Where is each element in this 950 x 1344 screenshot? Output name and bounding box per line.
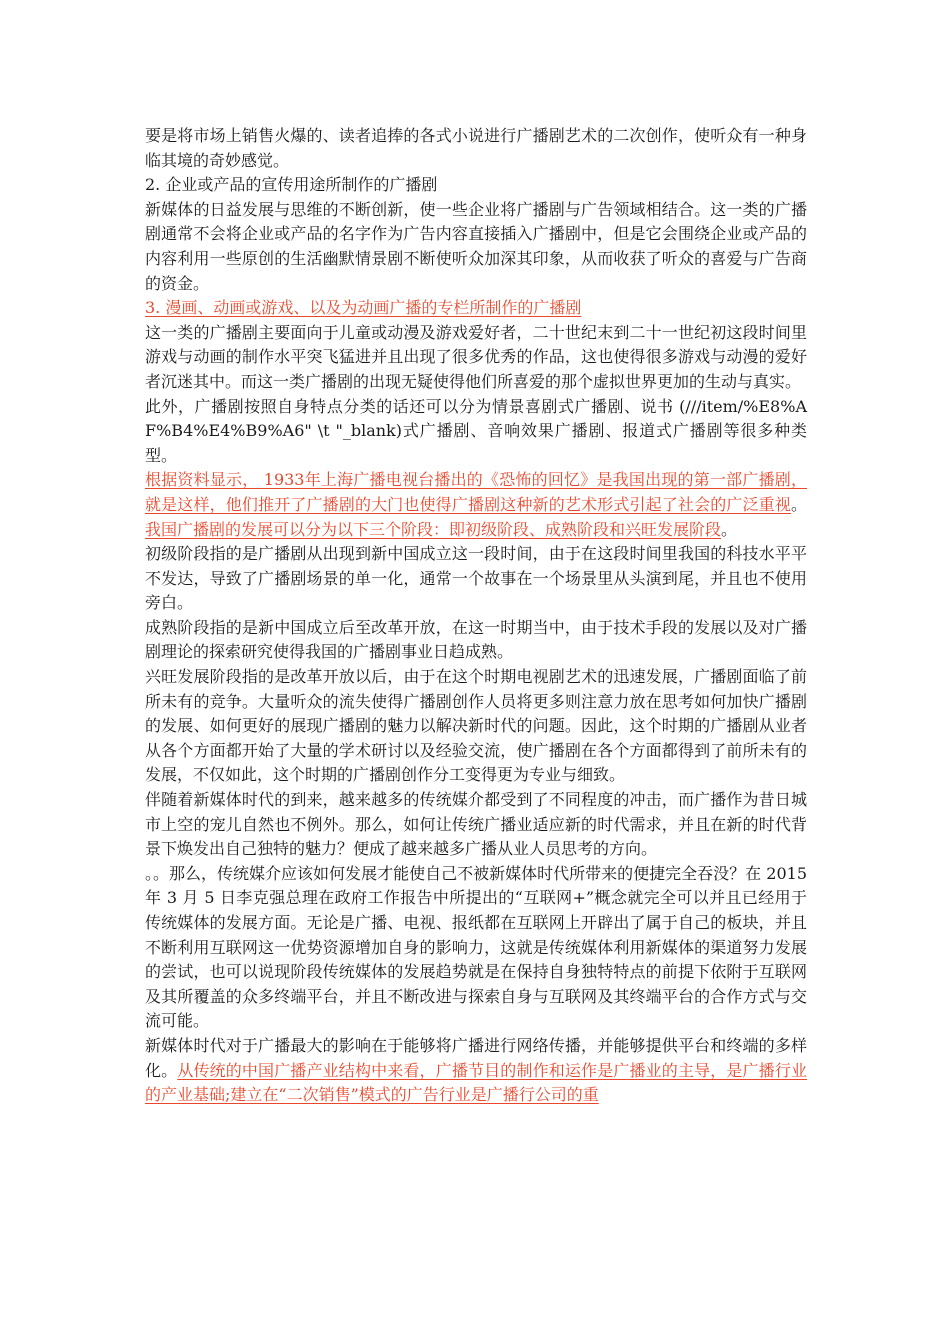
paragraph	[145, 395, 807, 469]
section-heading-highlighted	[145, 296, 807, 321]
paragraph	[145, 665, 807, 788]
highlighted-text-run: 3. 漫画、动画或游戏、以及为动画广播的专栏所制作的广播剧	[145, 298, 582, 318]
paragraph	[145, 124, 807, 173]
paragraph	[145, 788, 807, 862]
paragraph	[145, 198, 807, 296]
text-run: 新媒体的日益发展与思维的不断创新，使一些企业将广播剧与广告领域相结合。这一类的广播剧通常不会将企业或产品的名字作为广告内容直接插入广播剧中，但是它会围绕企业或产品的内容利用一些原创的生活幽默情景剧不断使听众加深其印象，从而收获了听众的喜爱与广告商的资金。	[145, 199, 807, 293]
paragraph	[145, 468, 807, 542]
text-run: 。	[790, 494, 807, 514]
text-run: 。	[721, 519, 738, 539]
highlighted-text-run: 从传统的中国广播产业结构中来看，广播节目的制作和运作是广播业的主导，是广播行业的产业基础;建立在“二次销售”模式的广告行业是广播行公司的重	[145, 1060, 807, 1105]
text-run: 要是将市场上销售火爆的、读者追捧的各式小说进行广播剧艺术的二次创作，使听众有一种身临其境的奇妙感觉。	[145, 126, 807, 170]
highlighted-text-run: 我国广播剧的发展可以分为以下三个阶段：即初级阶段、成熟阶段和兴旺发展阶段	[145, 519, 722, 539]
text-run: 成熟阶段指的是新中国成立后至改革开放，在这一时期当中，由于技术手段的发展以及对广播剧理论的探索研究使得我国的广播剧事业日趋成熟。	[145, 617, 807, 662]
text-run: 这一类的广播剧主要面向于儿童或动漫及游戏爱好者，二十世纪末到二十一世纪初这段时间里游戏与动画的制作水平突飞猛进并且出现了很多优秀的作品，这也使得很多游戏与动漫的爱好者沉迷其中。而这一类广播剧的出现无疑使得他们所喜爱的那个虚拟世界更加的生动与真实。	[145, 322, 807, 391]
paragraph	[145, 862, 807, 1034]
document-page	[145, 124, 807, 1108]
text-run: 新媒体时代对于广播最大的影响在于能够将广播进行网络传播，并能够提供平台和终端的多样化。	[145, 1035, 807, 1080]
highlighted-text-run: 根据资料显示， 1933年上海广播电视台播出的《恐怖的回忆》是我国出现的第一部广播剧，就是这样，他们推开了广播剧的大门也使得广播剧这种新的艺术形式引起了社会的广泛重视	[145, 470, 807, 514]
text-run: 此外，广播剧按照自身特点分类的话还可以分为情景喜剧式广播剧、说书 (///item/%E8%AF%B4%E4%B9%A6" \t "_blank)式广播剧、音响效果广播剧、报道式广播剧等很多种类型。	[145, 396, 807, 465]
text-run: 兴旺发展阶段指的是改革开放以后，由于在这个时期电视剧艺术的迅速发展，广播剧面临了前所未有的竞争。大量听众的流失使得广播剧创作人员将更多则注意力放在思考如何加快广播剧的发展、如何更好的展现广播剧的魅力以解决新时代的问题。因此，这个时期的广播剧从业者从各个方面都开始了大量的学术研讨以及经验交流，使广播剧在各个方面都得到了前所未有的发展，不仅如此，这个时期的广播剧创作分工变得更为专业与细致。	[145, 667, 807, 785]
text-run: 2. 企业或产品的宣传用途所制作的广播剧	[145, 175, 438, 195]
text-run: 初级阶段指的是广播剧从出现到新中国成立这一段时间，由于在这段时间里我国的科技水平平不发达，导致了广播剧场景的单一化，通常一个故事在一个场景里从头演到尾，并且也不使用旁白。	[145, 544, 807, 613]
paragraph	[145, 616, 807, 665]
paragraph	[145, 542, 807, 616]
text-run: 伴随着新媒体时代的到来，越来越多的传统媒介都受到了不同程度的冲击，而广播作为昔日城市上空的宠儿自然也不例外。那么，如何让传统广播业适应新的时代需求，并且在新的时代背景下焕发出自己独特的魅力？便成了越来越多广播从业人员思考的方向。	[145, 790, 807, 859]
section-heading	[145, 173, 807, 198]
paragraph	[145, 321, 807, 395]
paragraph	[145, 1034, 807, 1108]
text-run: 。。那么，传统媒介应该如何发展才能使自己不被新媒体时代所带来的便捷完全吞没？在 2015 年 3 月 5 日李克强总理在政府工作报告中所提出的“互联网+”概念就完全可以并且已经用于传统媒体的发展方面。无论是广播、电视、报纸都在互联网上开辟出了属于自己的板块，并且不断利用互联网这一优势资源增加自身的影响力，这就是传统媒体利用新媒体的渠道努力发展的尝试，也可以说现阶段传统媒体的发展趋势就是在保持自身独特特点的前提下依附于互联网及其所覆盖的众多终端平台，并且不断改进与探索自身与互联网及其终端平台的合作方式与交流可能。	[145, 863, 807, 1031]
